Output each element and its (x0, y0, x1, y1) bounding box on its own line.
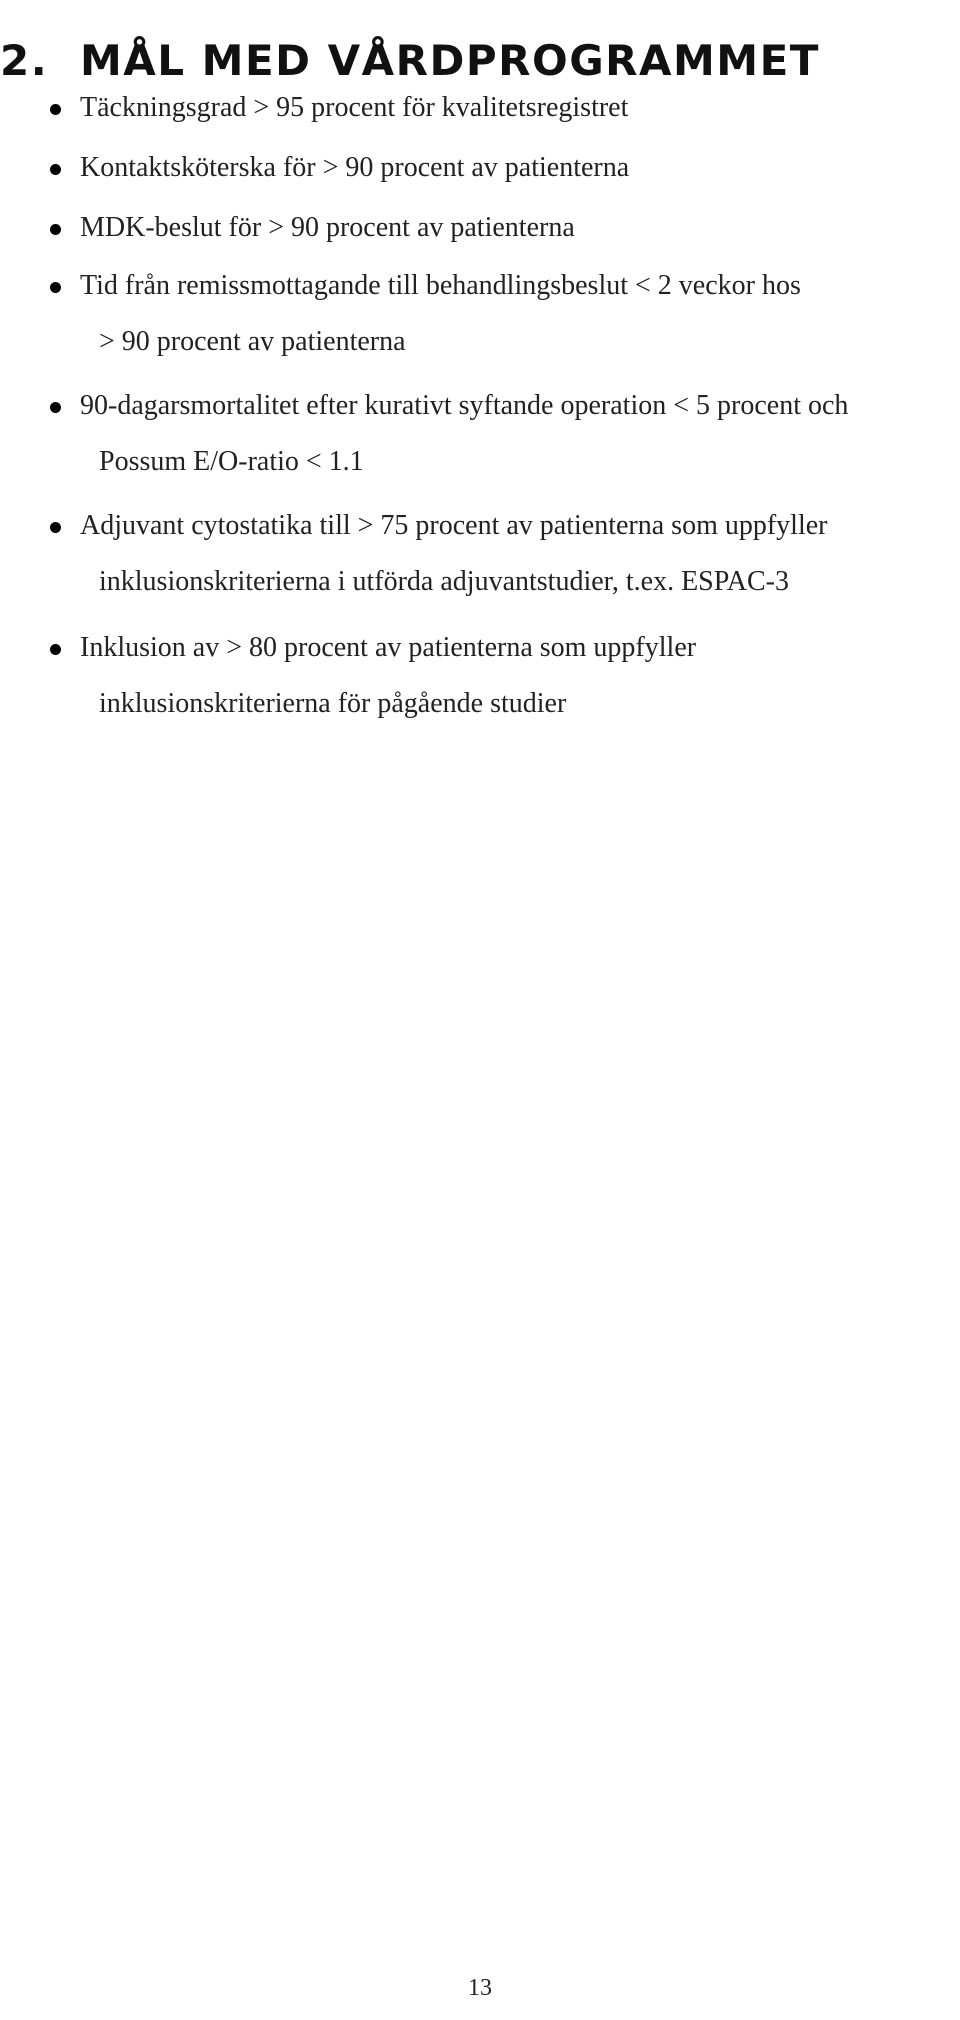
section-number: 2. (0, 35, 49, 85)
list-item-line: Inklusion av > 80 procent av patienterna som uppfyller (80, 632, 697, 663)
list-item-line: Tid från remissmottagande till behandlingsbeslut < 2 veckor hos (80, 270, 801, 301)
list-item-text: Kontaktsköterska för > 90 procent av patienterna (80, 152, 630, 183)
section-title: MÅL MED VÅRDPROGRAMMET (80, 35, 820, 85)
list-item-text (80, 378, 848, 490)
bullet-icon (50, 104, 61, 115)
list-item-text: Täckningsgrad > 95 procent för kvalitetsregistret (80, 92, 629, 123)
bullet-icon (50, 224, 61, 235)
list-item (0, 620, 696, 732)
bullet-icon (50, 164, 61, 175)
list-item (0, 200, 575, 260)
list-item-line: Possum E/O-ratio < 1.1 (99, 446, 364, 477)
list-item (0, 258, 801, 370)
list-item-line: inklusionskriterierna för pågående studier (99, 688, 567, 719)
list-item-line: Adjuvant cytostatika till > 75 procent av patienterna som uppfyller (80, 510, 828, 541)
list-item (0, 378, 848, 490)
list-item (0, 140, 629, 200)
list-item (0, 80, 628, 140)
bullet-icon (50, 522, 61, 533)
bullet-icon (50, 402, 61, 413)
list-item-line: inklusionskriterierna i utförda adjuvantstudier, t.ex. ESPAC-3 (99, 566, 789, 597)
list-item-text (80, 620, 696, 732)
list-item-text: MDK-beslut för > 90 procent av patienterna (80, 212, 575, 243)
list-item-text (80, 498, 827, 610)
list-item-line: > 90 procent av patienterna (99, 326, 406, 357)
bullet-icon (50, 644, 61, 655)
bullet-icon (50, 282, 61, 293)
page-number: 13 (468, 1975, 492, 2001)
list-item-text (80, 258, 801, 370)
list-item (0, 498, 827, 610)
list-item-line: 90-dagarsmortalitet efter kurativt syftande operation < 5 procent och (80, 390, 849, 421)
